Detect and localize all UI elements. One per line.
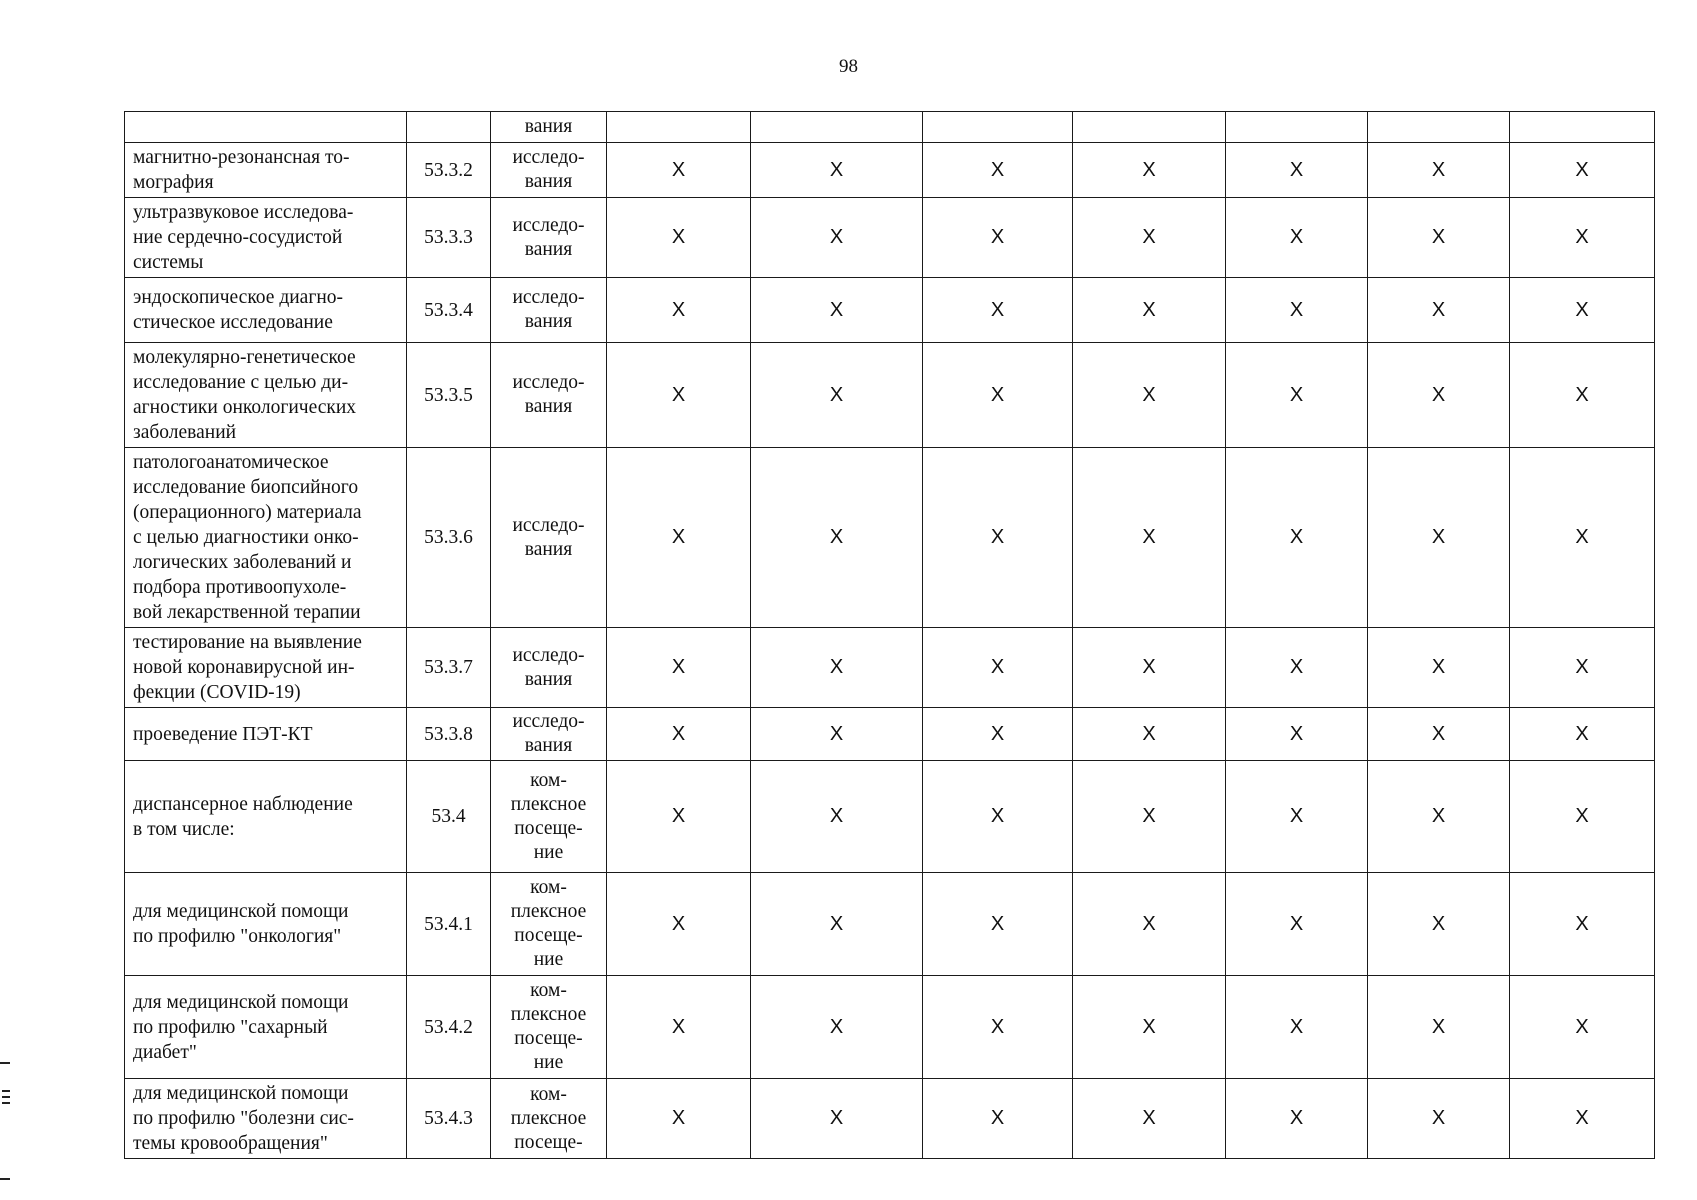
x-mark-cell-text: X	[1431, 298, 1446, 321]
row-name-cell-text: тестирование на выявление новой коронавирусной ин- фекции (COVID-19)	[133, 632, 362, 703]
x-mark-cell-text: X	[1142, 722, 1156, 745]
x-mark-cell	[1226, 1079, 1368, 1159]
row-name-cell	[125, 143, 407, 198]
row-name-cell	[125, 761, 407, 873]
row-name-cell-text: для медицинской помощи по профилю "сахарный диабет"	[133, 991, 349, 1063]
x-mark-cell-text: X	[1289, 226, 1304, 248]
x-mark-cell-text: X	[1575, 1107, 1589, 1129]
x-mark-cell	[1226, 448, 1368, 628]
row-unit-cell	[491, 873, 607, 976]
table-row	[125, 708, 1655, 761]
row-unit-cell	[491, 448, 607, 628]
x-mark-cell-text: X	[1575, 656, 1589, 678]
x-mark-cell-text: X	[829, 912, 844, 935]
x-mark-cell	[923, 976, 1073, 1079]
x-mark-cell	[923, 761, 1073, 873]
x-mark-cell-text: X	[1431, 805, 1446, 827]
x-mark-cell-text: X	[671, 1107, 686, 1129]
row-code-cell	[407, 143, 491, 198]
x-mark-cell	[1368, 1079, 1510, 1159]
x-mark-cell-text: X	[829, 656, 844, 678]
x-mark-cell-text: X	[829, 526, 844, 548]
x-mark-cell-text: X	[1575, 805, 1589, 827]
x-mark-cell	[923, 278, 1073, 343]
x-mark-cell	[1510, 761, 1655, 873]
x-mark-cell	[751, 143, 923, 198]
row-code-cell	[407, 448, 491, 628]
row-unit-cell	[491, 112, 607, 143]
x-mark-cell	[751, 278, 923, 343]
x-mark-cell	[1073, 761, 1226, 873]
x-mark-cell	[751, 761, 923, 873]
row-unit-cell	[491, 1079, 607, 1159]
x-mark-cell-text: X	[1289, 912, 1304, 935]
x-mark-cell	[1368, 343, 1510, 448]
x-mark-cell-text: X	[671, 526, 686, 548]
scan-mark	[0, 1178, 10, 1180]
x-mark-cell	[1226, 343, 1368, 448]
row-name-cell-text: проеведение ПЭТ-КТ	[133, 723, 313, 745]
row-name-cell	[125, 112, 407, 143]
x-mark-cell-text: X	[1142, 912, 1156, 935]
row-name-cell	[125, 873, 407, 976]
x-mark-cell	[751, 1079, 923, 1159]
x-mark-cell-text: X	[829, 383, 844, 406]
x-mark-cell-text: X	[1289, 1015, 1304, 1038]
row-unit-cell-text: исследо- вания	[512, 711, 585, 756]
x-mark-cell	[751, 708, 923, 761]
x-mark-cell-text: X	[829, 158, 844, 181]
row-code-cell-text: 53.3.6	[424, 527, 473, 548]
x-mark-cell	[923, 343, 1073, 448]
x-mark-cell-text: X	[1142, 226, 1156, 248]
row-unit-cell-text: ком- плексное посеще- ние	[510, 769, 587, 863]
row-code-cell-text: 53.3.5	[424, 384, 473, 406]
row-unit-cell-text: исследо- вания	[512, 514, 585, 560]
x-mark-cell	[1226, 761, 1368, 873]
x-mark-cell-text: X	[1431, 1107, 1446, 1129]
x-mark-cell-text: X	[1142, 1107, 1156, 1129]
row-unit-cell	[491, 761, 607, 873]
x-mark-cell	[751, 873, 923, 976]
x-mark-cell	[607, 628, 751, 708]
x-mark-cell-text: X	[829, 1015, 844, 1038]
x-mark-cell-text: X	[671, 298, 686, 321]
x-mark-cell	[1073, 628, 1226, 708]
x-mark-cell	[751, 343, 923, 448]
x-mark-cell	[923, 198, 1073, 278]
x-mark-cell	[1368, 708, 1510, 761]
row-unit-cell	[491, 976, 607, 1079]
row-code-cell-text: 53.4	[431, 806, 466, 827]
table-row	[125, 1079, 1655, 1159]
x-mark-cell-text: X	[990, 526, 1005, 548]
row-name-cell	[125, 343, 407, 448]
x-mark-cell	[751, 976, 923, 1079]
row-code-cell-text: 53.4.3	[424, 1108, 473, 1129]
row-unit-cell	[491, 198, 607, 278]
x-mark-cell	[607, 873, 751, 976]
row-name-cell	[125, 976, 407, 1079]
x-mark-cell-text: X	[990, 298, 1005, 321]
x-mark-cell	[1510, 143, 1655, 198]
scan-mark	[0, 1062, 10, 1064]
x-mark-cell-text: X	[990, 805, 1005, 827]
row-code-cell	[407, 761, 491, 873]
row-code-cell	[407, 278, 491, 343]
row-code-cell-text: 53.3.8	[424, 723, 473, 745]
x-mark-cell	[1368, 976, 1510, 1079]
x-mark-cell	[1073, 343, 1226, 448]
x-mark-cell-text: X	[829, 722, 844, 745]
x-mark-cell-text: X	[1289, 805, 1304, 827]
x-mark-cell	[1226, 143, 1368, 198]
x-mark-cell-text: X	[671, 1015, 686, 1038]
x-mark-cell	[1073, 976, 1226, 1079]
x-mark-cell	[751, 112, 923, 143]
row-code-cell	[407, 343, 491, 448]
x-mark-cell	[607, 976, 751, 1079]
table-continuation-row	[125, 112, 1655, 143]
x-mark-cell-text: X	[671, 158, 686, 181]
table-row	[125, 448, 1655, 628]
page-number: 98	[839, 56, 858, 77]
x-mark-cell-text: X	[671, 805, 686, 827]
x-mark-cell	[607, 761, 751, 873]
row-name-cell	[125, 1079, 407, 1159]
x-mark-cell	[607, 278, 751, 343]
x-mark-cell-text: X	[1575, 526, 1589, 548]
x-mark-cell	[1368, 112, 1510, 143]
x-mark-cell	[1226, 628, 1368, 708]
row-unit-cell-text: вания	[524, 116, 573, 137]
x-mark-cell	[923, 143, 1073, 198]
x-mark-cell	[1510, 198, 1655, 278]
x-mark-cell-text: X	[1575, 226, 1589, 248]
table-row	[125, 143, 1655, 198]
x-mark-cell-text: X	[671, 722, 686, 745]
row-name-cell-text: диспансерное наблюдение в том числе:	[133, 793, 353, 840]
x-mark-cell-text: X	[1142, 1015, 1156, 1038]
x-mark-cell	[751, 628, 923, 708]
row-code-cell-text: 53.4.1	[424, 913, 473, 935]
x-mark-cell	[1226, 112, 1368, 143]
row-unit-cell-text: исследо- вания	[512, 147, 585, 192]
x-mark-cell-text: X	[1575, 298, 1589, 321]
x-mark-cell-text: X	[990, 1015, 1005, 1038]
x-mark-cell-text: X	[671, 912, 686, 935]
x-mark-cell-text: X	[1431, 1015, 1446, 1038]
x-mark-cell-text: X	[1142, 383, 1156, 406]
x-mark-cell-text: X	[829, 226, 844, 248]
x-mark-cell-text: X	[1142, 158, 1156, 181]
x-mark-cell	[751, 198, 923, 278]
row-code-cell-text: 53.3.2	[424, 159, 473, 181]
row-code-cell	[407, 976, 491, 1079]
x-mark-cell	[1226, 198, 1368, 278]
x-mark-cell	[1226, 708, 1368, 761]
row-name-cell-text: патологоанатомическое исследование биопсийного (операционного) материала с целью диагностики онко- логических заболеваний и подбора противоопухоле- вой лекарственной терапии	[133, 452, 362, 623]
x-mark-cell	[1073, 278, 1226, 343]
x-mark-cell	[607, 112, 751, 143]
x-mark-cell	[1510, 112, 1655, 143]
scan-mark	[2, 1090, 10, 1092]
x-mark-cell-text: X	[1142, 298, 1156, 321]
x-mark-cell	[923, 708, 1073, 761]
row-unit-cell-text: ком- плексное посеще- ние	[510, 877, 587, 970]
x-mark-cell	[1510, 873, 1655, 976]
x-mark-cell-text: X	[1289, 526, 1304, 548]
row-code-cell	[407, 1079, 491, 1159]
x-mark-cell-text: X	[1431, 656, 1446, 678]
row-code-cell	[407, 628, 491, 708]
x-mark-cell-text: X	[990, 226, 1005, 248]
row-unit-cell	[491, 278, 607, 343]
row-code-cell	[407, 198, 491, 278]
row-name-cell	[125, 278, 407, 343]
scan-mark	[2, 1096, 10, 1098]
x-mark-cell-text: X	[671, 656, 686, 678]
x-mark-cell-text: X	[1575, 158, 1589, 181]
x-mark-cell	[1073, 198, 1226, 278]
x-mark-cell	[1073, 708, 1226, 761]
table-row	[125, 198, 1655, 278]
x-mark-cell-text: X	[1289, 383, 1304, 406]
x-mark-cell-text: X	[1289, 298, 1304, 321]
table-row	[125, 873, 1655, 976]
x-mark-cell	[1510, 1079, 1655, 1159]
x-mark-cell-text: X	[990, 722, 1005, 745]
x-mark-cell-text: X	[1142, 656, 1156, 678]
x-mark-cell-text: X	[1431, 912, 1446, 935]
row-name-cell	[125, 628, 407, 708]
x-mark-cell	[1368, 278, 1510, 343]
x-mark-cell-text: X	[1575, 1015, 1589, 1038]
row-name-cell-text: эндоскопическое диагно- стическое исследование	[133, 287, 344, 333]
x-mark-cell	[607, 198, 751, 278]
x-mark-cell	[923, 112, 1073, 143]
x-mark-cell	[607, 343, 751, 448]
row-code-cell	[407, 112, 491, 143]
row-name-cell-text: для медицинской помощи по профилю "болезни сис- темы кровообращения"	[133, 1083, 354, 1154]
x-mark-cell	[923, 628, 1073, 708]
x-mark-cell-text: X	[1142, 805, 1156, 827]
row-name-cell-text: молекулярно-генетическое исследование с целью ди- агностики онкологических заболеваний	[133, 347, 357, 443]
x-mark-cell	[1073, 112, 1226, 143]
x-mark-cell-text: X	[1289, 158, 1304, 181]
services-table	[124, 111, 1655, 1159]
x-mark-cell-text: X	[1575, 722, 1589, 745]
row-unit-cell-text: исследо- вания	[512, 644, 585, 690]
x-mark-cell	[1510, 278, 1655, 343]
row-code-cell-text: 53.3.7	[424, 657, 473, 678]
row-unit-cell	[491, 143, 607, 198]
x-mark-cell-text: X	[829, 298, 844, 321]
row-code-cell-text: 53.4.2	[424, 1016, 473, 1038]
x-mark-cell-text: X	[1575, 383, 1589, 406]
x-mark-cell	[1510, 448, 1655, 628]
x-mark-cell-text: X	[1431, 226, 1446, 248]
row-unit-cell-text: ком- плексное посеще- ние	[510, 980, 587, 1073]
table-row	[125, 278, 1655, 343]
x-mark-cell	[1368, 873, 1510, 976]
x-mark-cell	[1510, 976, 1655, 1079]
table-row	[125, 976, 1655, 1079]
x-mark-cell-text: X	[1431, 158, 1446, 181]
table-row	[125, 761, 1655, 873]
x-mark-cell	[1073, 1079, 1226, 1159]
x-mark-cell	[1368, 761, 1510, 873]
row-name-cell-text: ультразвуковое исследова- ние сердечно-сосудистой системы	[133, 202, 354, 273]
x-mark-cell	[607, 143, 751, 198]
x-mark-cell-text: X	[1431, 383, 1446, 406]
row-unit-cell-text: исследо- вания	[512, 287, 585, 332]
x-mark-cell	[607, 1079, 751, 1159]
x-mark-cell-text: X	[829, 1107, 844, 1129]
x-mark-cell-text: X	[1431, 722, 1446, 745]
x-mark-cell-text: X	[671, 383, 686, 406]
x-mark-cell-text: X	[990, 912, 1005, 935]
x-mark-cell-text: X	[990, 1107, 1005, 1129]
scan-mark	[2, 1102, 10, 1104]
row-unit-cell-text: ком- плексное посеще-	[510, 1083, 587, 1153]
x-mark-cell	[1368, 143, 1510, 198]
x-mark-cell	[1073, 143, 1226, 198]
x-mark-cell	[1510, 708, 1655, 761]
x-mark-cell-text: X	[1142, 526, 1156, 548]
x-mark-cell	[1368, 628, 1510, 708]
x-mark-cell	[751, 448, 923, 628]
row-name-cell	[125, 448, 407, 628]
x-mark-cell	[1368, 448, 1510, 628]
x-mark-cell	[923, 873, 1073, 976]
row-code-cell	[407, 873, 491, 976]
x-mark-cell	[1226, 873, 1368, 976]
x-mark-cell	[1226, 976, 1368, 1079]
x-mark-cell-text: X	[1289, 1107, 1304, 1129]
row-unit-cell	[491, 628, 607, 708]
x-mark-cell	[1510, 628, 1655, 708]
x-mark-cell-text: X	[1431, 526, 1446, 548]
x-mark-cell-text: X	[1289, 656, 1304, 678]
row-name-cell-text: магнитно-резонансная то- мография	[133, 147, 350, 193]
x-mark-cell-text: X	[990, 383, 1005, 406]
x-mark-cell	[923, 448, 1073, 628]
x-mark-cell-text: X	[671, 226, 686, 248]
x-mark-cell-text: X	[1575, 912, 1589, 935]
x-mark-cell	[607, 448, 751, 628]
x-mark-cell	[1226, 278, 1368, 343]
row-code-cell-text: 53.3.3	[424, 227, 473, 248]
row-code-cell-text: 53.3.4	[424, 299, 473, 321]
row-unit-cell	[491, 343, 607, 448]
x-mark-cell-text: X	[990, 656, 1005, 678]
row-code-cell	[407, 708, 491, 761]
x-mark-cell-text: X	[829, 805, 844, 827]
x-mark-cell	[607, 708, 751, 761]
x-mark-cell	[1073, 448, 1226, 628]
table-body	[125, 112, 1655, 1159]
x-mark-cell-text: X	[1289, 722, 1304, 745]
row-name-cell	[125, 198, 407, 278]
x-mark-cell	[923, 1079, 1073, 1159]
table-row	[125, 628, 1655, 708]
row-unit-cell-text: исследо- вания	[512, 214, 585, 260]
x-mark-cell	[1368, 198, 1510, 278]
row-unit-cell	[491, 708, 607, 761]
x-mark-cell	[1510, 343, 1655, 448]
row-unit-cell-text: исследо- вания	[512, 372, 585, 417]
x-mark-cell	[1073, 873, 1226, 976]
row-name-cell	[125, 708, 407, 761]
x-mark-cell-text: X	[990, 158, 1005, 181]
row-name-cell-text: для медицинской помощи по профилю "онкология"	[133, 901, 349, 947]
table-row	[125, 343, 1655, 448]
